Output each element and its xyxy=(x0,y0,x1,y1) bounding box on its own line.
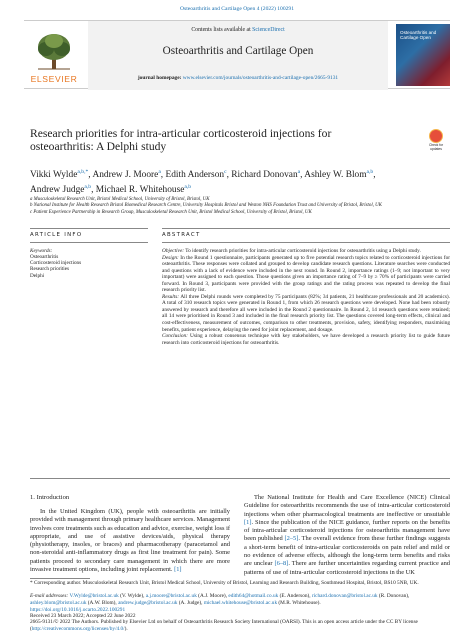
affiliation: b National Institute for Health Research Bristol Biomedical Research Centre, University Hospitals Bristol and Weston NHS Foundation Trust and University of Bristol, Bristol, UK xyxy=(30,203,382,209)
author[interactable]: Vikki Wylde$^{a,b,*}$ xyxy=(30,169,89,181)
keyword: Corticosteroid injections xyxy=(30,260,82,267)
email-link[interactable]: richard.donovan@bristol.ac.uk xyxy=(311,593,378,599)
cover-title: Osteoarthritis and Cartilage Open xyxy=(400,30,437,41)
email-link[interactable]: edith64@hotmail.co.uk xyxy=(228,593,279,599)
check-updates-icon xyxy=(429,129,443,143)
author[interactable]: Richard Donovan$^a$ xyxy=(231,169,301,181)
abstract-paragraph: Design: In the Round 1 questionnaire, participants generated up to five potential research topics related to corticosteroid injections for osteoarthritis. These responses were collated and grouped to develop candidate research questions. Literature searches were conducted and questions with a lack of evidence were included in the next round. In Round 2, importance ratings (1–9; not important to very important) were assigned to each question. Those questions given an importance rating of 7–9 by ≥ 70% of participants were carried forward. In Round 3, participants were provided with the group ratings and the rating process was repeated to develop the final research priority list. xyxy=(162,254,450,294)
divider xyxy=(30,228,148,229)
received-dates: Received 23 March 2022; Accepted 22 June 2022 xyxy=(30,613,136,619)
keyword: Delphi xyxy=(30,272,45,279)
elsevier-tree-icon xyxy=(32,29,76,73)
keywords-block xyxy=(30,248,148,279)
journal-header xyxy=(24,20,450,89)
abstract-heading: ABSTRACT xyxy=(162,232,201,238)
introduction-heading: 1. Introduction xyxy=(30,494,70,501)
email-link[interactable]: michael.whitehouse@bristol.ac.uk xyxy=(203,599,278,606)
check-updates-label: Check for updates xyxy=(428,143,444,151)
check-for-updates-button[interactable] xyxy=(425,129,447,153)
author[interactable]: Michael R. Whitehouse$^{a,b}$ xyxy=(95,183,192,195)
doi-link[interactable]: https://doi.org/10.1016/j.ocarto.2022.100291 xyxy=(30,607,126,613)
journal-info-box xyxy=(88,21,388,90)
elsevier-wordmark: ELSEVIER xyxy=(30,74,78,84)
keyword: Osteoarthritis xyxy=(30,254,59,260)
divider xyxy=(30,478,450,479)
email-link[interactable]: a.j.moore@bristol.ac.uk xyxy=(145,593,197,599)
email-link[interactable]: ashley.blom@bristol.ac.uk xyxy=(30,599,87,606)
footnote-divider xyxy=(30,578,90,579)
contents-line: Contents lists available at ScienceDirect xyxy=(191,27,285,33)
license-note: 2665-9131/© 2022 The Authors. Published by Elsevier Ltd on behalf of Osteoarthritis Research Society International (OARSI). This is an open access article under the CC BY license (http://creativecommons.org/licenses/by/4.0/). xyxy=(30,619,418,631)
journal-title: Osteoarthritis and Cartilage Open xyxy=(162,45,314,57)
paper-title: Research priorities for intra-articular corticosteroid injections for osteoarthritis: A Delphi study xyxy=(30,127,332,154)
journal-cover-thumbnail[interactable] xyxy=(396,24,450,86)
journal-citation-banner[interactable]: Osteoarthritis and Cartilage Open 4 (2022) 100291 xyxy=(179,6,295,12)
email-addresses: E-mail addresses: V.Wylde@bristol.ac.uk (V. Wylde), a.j.moore@bristol.ac.uk (A.J. Moore), edith64@hotmail.co.uk (E. Anderson), richard.donovan@bristol.ac.uk (R. Donovan), ashley.blom@bristol.ac.uk (A.W. Blom), andrew.judge@bristol.ac.uk (A. Judge), michael.whitehouse@bristol.ac.uk (M.R. Whitehouse). xyxy=(30,593,410,606)
author[interactable]: Andrew J. Moore$^a$ xyxy=(92,169,161,181)
elsevier-logo[interactable] xyxy=(24,26,84,86)
divider xyxy=(162,228,450,229)
citation-link[interactable]: [1] xyxy=(244,518,252,526)
keywords-label: Keywords: xyxy=(30,248,53,254)
license-link[interactable]: http://creativecommons.org/licenses/by/4.0/ xyxy=(31,625,125,631)
affiliation: a Musculoskeletal Research Unit, Bristol Medical School, University of Bristol, Bristol, UK xyxy=(30,197,210,202)
citation-link[interactable]: [2–5] xyxy=(284,535,299,543)
divider xyxy=(162,242,450,243)
left-column-paragraph: In the United Kingdom (UK), people with osteoarthritis are initially provided with management through primary healthcare services. Management involves core treatments such as education and advice, exercise, weight loss if appropriate, and use of assistive devices/aids, physical therapy (physiotherapy, insoles, or braces) and pharmacotherapy (paracetamol and non-steroidal anti-inflammatory drugs as first line treatment for pain). Some patients proceed to secondary care management in which there are more invasive treatment options, including joint replacement. [1] xyxy=(30,508,230,574)
email-link[interactable]: andrew.judge@bristol.ac.uk xyxy=(118,599,178,606)
divider xyxy=(30,242,148,243)
abstract-body xyxy=(162,248,450,346)
article-info-heading: ARTICLE INFO xyxy=(30,232,83,238)
citation-link[interactable]: [1] xyxy=(172,566,182,574)
keyword: Research priorities xyxy=(30,266,70,273)
author[interactable]: Edith Anderson$^c$ xyxy=(165,169,227,181)
corresponding-author-note: * Corresponding author. Musculoskeletal Research Unit, Bristol Medical School, University of Bristol, Learning and Research Building, Southmead Hospital, Bristol, BS10 5NB, UK. xyxy=(30,580,419,586)
abstract-paragraph: Results: All three Delphi rounds were completed by 75 participants (82%; 34 patients, 21 healthcare professionals and 20 academics). A total of 310 research topics were generated in Round 1, from which 26 research questions were developed. None had been robustly answered by research and therefore all were included in the Round 2 questionnaire. In Round 2, 14 research questions were retained; all 14 were prioritised in Round 3 and included in the final research priority list. The questions covered long-term effects, clinical and cost-effectiveness, measurement of outcomes, comparison to other treatments, provision, safety, identifying responders, maximising benefits, patient experience, delaying the need for joint replacement, and dosage. xyxy=(162,293,450,333)
journal-homepage: journal homepage: www.elsevier.com/journals/osteoarthritis-and-cartilage-open/2665-9131 xyxy=(137,75,339,81)
citation-link[interactable]: [6–8] xyxy=(274,560,289,568)
author-list: Vikki Wylde$^{a,b,*}$, Andrew J. Moore$^a$, Edith Anderson$^c$, Richard Donovan$^a$, Ashley W. Blom$^{a,b}$, Andrew Judge$^{a,b}$, Michael R. Whitehouse$^{a,b}$ xyxy=(30,169,376,195)
affiliation: c Patient Experience Partnership in Research Group, Musculoskeletal Research Unit, Bristol Medical School, University of Bristol, Bristol, UK xyxy=(30,209,312,215)
sciencedirect-link[interactable]: ScienceDirect xyxy=(252,27,285,33)
author[interactable]: Ashley W. Blom$^{a,b}$ xyxy=(304,169,374,181)
email-link[interactable]: V.Wylde@bristol.ac.uk xyxy=(69,593,119,599)
abstract-paragraph: Objective: To identify research priorities for intra-articular corticosteroid injections for osteoarthritis using a Delphi study. xyxy=(162,248,421,254)
author[interactable]: Andrew Judge$^{a,b}$ xyxy=(30,183,92,195)
abstract-paragraph: Conclusion: Using a robust consensus technique with key stakeholders, we have developed a research priority list to guide future research into corticosteroid injections for osteoarthritis. xyxy=(162,333,450,346)
affiliations xyxy=(30,197,450,216)
right-column-paragraph: The National Institute for Health and Care Excellence (NICE) Clinical Guideline for osteoarthritis recommends the use of intra-articular corticosteroid injections when other pharmacological treatments are ineffective or unsuitable [1]. Since the publication of the NICE guidance, further reports on the benefits of intra-articular corticosteroid injections for osteoarthritis management have been published [2–5]. The overall evidence from these further findings suggests a short-term benefit of intra-articular corticosteroids on pain relief and mild or no evidence of adverse effects, although the long-term term benefits and risks are unclear [6–8]. There are further uncertainties regarding current practice and patterns of use of intra-articular corticosteroid injections in the UK xyxy=(244,494,450,576)
homepage-link[interactable]: www.elsevier.com/journals/osteoarthritis-and-cartilage-open/2665-9131 xyxy=(182,75,339,81)
